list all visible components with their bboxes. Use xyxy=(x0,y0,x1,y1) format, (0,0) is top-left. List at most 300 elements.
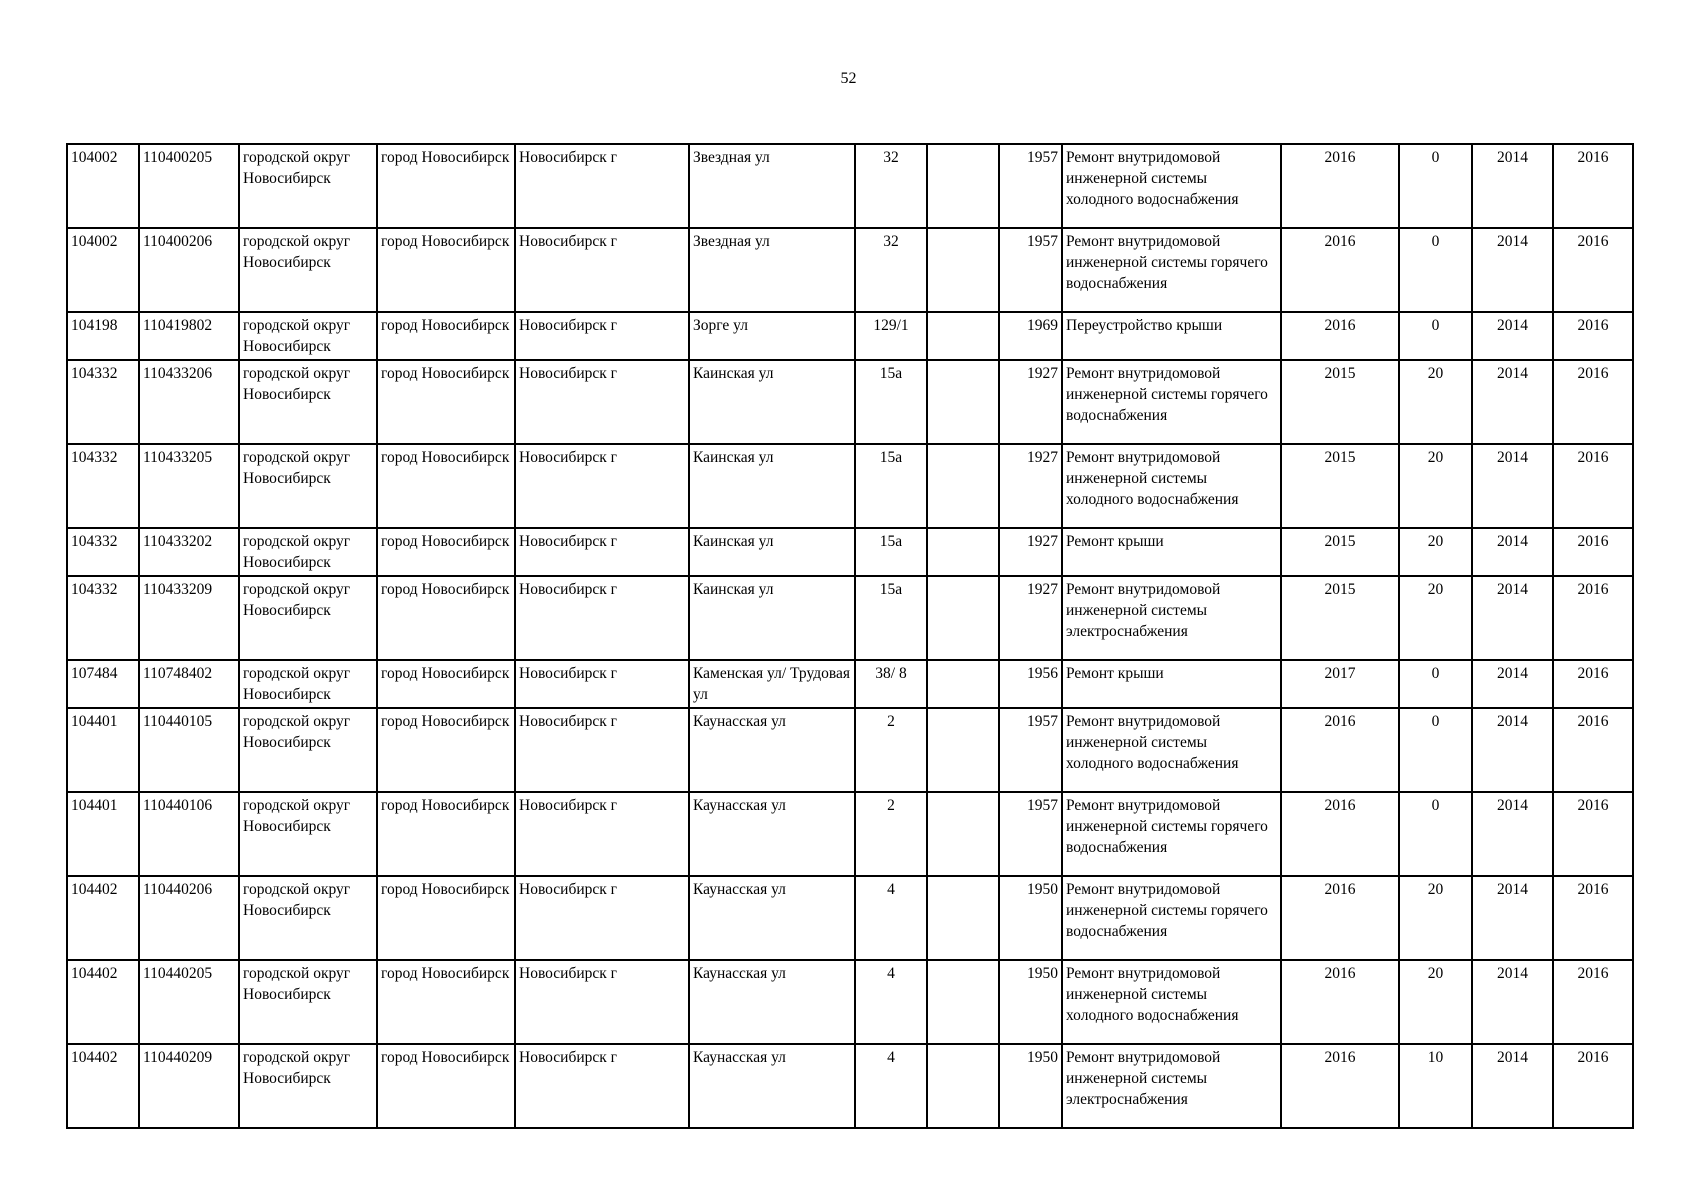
house-id-cell-text: 104401 xyxy=(71,797,118,814)
street-cell xyxy=(689,1044,855,1128)
street-cell xyxy=(689,444,855,528)
locality-cell xyxy=(515,360,689,444)
wear-percent-cell-text: 20 xyxy=(1427,449,1444,466)
street-cell-text: Каунасская ул xyxy=(693,797,786,814)
house-id-cell-text: 104332 xyxy=(71,533,118,550)
locality-cell-text: Новосибирск г xyxy=(519,797,618,814)
locality-cell-text: Новосибирск г xyxy=(519,713,618,730)
build-year-cell xyxy=(999,792,1062,876)
locality-cell-text: Новосибирск г xyxy=(519,1049,618,1066)
period-start-cell xyxy=(1472,228,1553,312)
municipality-cell xyxy=(377,360,515,444)
planned-year-cell xyxy=(1281,444,1399,528)
table-row xyxy=(67,1044,1633,1128)
planned-year-cell-text: 2016 xyxy=(1324,233,1356,250)
build-year-cell-text: 1927 xyxy=(1027,365,1058,382)
work-id-cell xyxy=(139,144,239,228)
street-cell xyxy=(689,792,855,876)
house-number-cell xyxy=(855,228,927,312)
district-cell-text: городской округ Новосибирск xyxy=(243,317,351,355)
repair-register-table xyxy=(66,143,1634,1129)
locality-cell xyxy=(515,576,689,660)
planned-year-cell xyxy=(1281,792,1399,876)
work-type-cell-text: Ремонт внутридомовой инженерной системы холодного водоснабжения xyxy=(1066,713,1239,772)
house-id-cell xyxy=(67,876,139,960)
house-number-cell xyxy=(855,660,927,708)
street-cell-text: Каинская ул xyxy=(693,533,774,550)
wear-percent-cell xyxy=(1399,960,1472,1044)
street-cell xyxy=(689,660,855,708)
planned-year-cell-text: 2016 xyxy=(1324,1049,1356,1066)
period-end-cell-text: 2016 xyxy=(1577,665,1609,682)
planned-year-cell xyxy=(1281,708,1399,792)
table-row xyxy=(67,708,1633,792)
period-end-cell xyxy=(1553,660,1633,708)
locality-cell-text: Новосибирск г xyxy=(519,149,618,166)
work-type-cell-text: Ремонт внутридомовой инженерной системы горячего водоснабжения xyxy=(1066,365,1268,424)
period-start-cell-text: 2014 xyxy=(1497,665,1528,682)
table-row xyxy=(67,444,1633,528)
period-end-cell-text: 2016 xyxy=(1577,449,1609,466)
locality-cell-text: Новосибирск г xyxy=(519,233,618,250)
house-id-cell xyxy=(67,312,139,360)
build-year-cell xyxy=(999,312,1062,360)
work-id-cell xyxy=(139,576,239,660)
house-number-cell-text: 2 xyxy=(887,797,895,814)
house-number-cell-text: 4 xyxy=(887,965,895,982)
district-cell xyxy=(239,876,377,960)
street-cell-text: Каинская ул xyxy=(693,449,774,466)
work-id-cell-text: 110440209 xyxy=(143,1049,213,1066)
planned-year-cell xyxy=(1281,528,1399,576)
period-end-cell xyxy=(1553,528,1633,576)
building-cell xyxy=(927,660,999,708)
period-end-cell-text: 2016 xyxy=(1577,233,1609,250)
municipality-cell xyxy=(377,528,515,576)
district-cell xyxy=(239,360,377,444)
house-id-cell xyxy=(67,960,139,1044)
municipality-cell-text: город Новосибирск xyxy=(381,317,510,334)
work-type-cell-text: Ремонт внутридомовой инженерной системы электроснабжения xyxy=(1066,581,1221,640)
build-year-cell-text: 1927 xyxy=(1027,449,1058,466)
house-id-cell xyxy=(67,528,139,576)
period-start-cell-text: 2014 xyxy=(1497,149,1528,166)
planned-year-cell xyxy=(1281,576,1399,660)
period-end-cell xyxy=(1553,228,1633,312)
district-cell-text: городской округ Новосибирск xyxy=(243,233,351,271)
period-end-cell-text: 2016 xyxy=(1577,965,1609,982)
district-cell xyxy=(239,576,377,660)
district-cell xyxy=(239,660,377,708)
table-row xyxy=(67,792,1633,876)
work-id-cell-text: 110400206 xyxy=(143,233,213,250)
work-id-cell xyxy=(139,528,239,576)
district-cell-text: городской округ Новосибирск xyxy=(243,581,351,619)
work-id-cell xyxy=(139,312,239,360)
build-year-cell xyxy=(999,1044,1062,1128)
period-end-cell-text: 2016 xyxy=(1577,713,1609,730)
work-type-cell xyxy=(1062,528,1281,576)
build-year-cell xyxy=(999,576,1062,660)
locality-cell xyxy=(515,792,689,876)
street-cell xyxy=(689,876,855,960)
work-id-cell-text: 110433206 xyxy=(143,365,213,382)
street-cell xyxy=(689,960,855,1044)
house-number-cell-text: 15а xyxy=(879,533,903,550)
work-type-cell xyxy=(1062,960,1281,1044)
planned-year-cell xyxy=(1281,960,1399,1044)
work-type-cell xyxy=(1062,228,1281,312)
house-id-cell-text: 104401 xyxy=(71,713,118,730)
work-id-cell xyxy=(139,792,239,876)
wear-percent-cell-text: 20 xyxy=(1427,581,1444,598)
municipality-cell-text: город Новосибирск xyxy=(381,581,510,598)
municipality-cell-text: город Новосибирск xyxy=(381,149,510,166)
period-start-cell xyxy=(1472,312,1553,360)
municipality-cell xyxy=(377,444,515,528)
build-year-cell-text: 1957 xyxy=(1027,713,1058,730)
period-start-cell-text: 2014 xyxy=(1497,533,1528,550)
house-id-cell-text: 104002 xyxy=(71,149,118,166)
work-type-cell-text: Ремонт внутридомовой инженерной системы холодного водоснабжения xyxy=(1066,149,1239,208)
build-year-cell xyxy=(999,960,1062,1044)
municipality-cell-text: город Новосибирск xyxy=(381,233,510,250)
wear-percent-cell-text: 20 xyxy=(1427,365,1444,382)
district-cell-text: городской округ Новосибирск xyxy=(243,713,351,751)
work-id-cell-text: 110440105 xyxy=(143,713,213,730)
district-cell xyxy=(239,960,377,1044)
house-number-cell xyxy=(855,576,927,660)
house-number-cell xyxy=(855,1044,927,1128)
table-body xyxy=(67,144,1633,1128)
locality-cell-text: Новосибирск г xyxy=(519,665,618,682)
work-type-cell-text: Ремонт внутридомовой инженерной системы горячего водоснабжения xyxy=(1066,797,1268,856)
locality-cell xyxy=(515,960,689,1044)
planned-year-cell xyxy=(1281,144,1399,228)
build-year-cell-text: 1927 xyxy=(1027,533,1058,550)
period-start-cell-text: 2014 xyxy=(1497,965,1528,982)
period-end-cell-text: 2016 xyxy=(1577,881,1609,898)
period-end-cell xyxy=(1553,576,1633,660)
period-start-cell-text: 2014 xyxy=(1497,365,1528,382)
locality-cell xyxy=(515,144,689,228)
house-number-cell xyxy=(855,360,927,444)
house-number-cell-text: 4 xyxy=(887,1049,895,1066)
wear-percent-cell xyxy=(1399,312,1472,360)
street-cell xyxy=(689,708,855,792)
period-end-cell xyxy=(1553,312,1633,360)
period-start-cell-text: 2014 xyxy=(1497,797,1528,814)
locality-cell xyxy=(515,660,689,708)
locality-cell xyxy=(515,1044,689,1128)
planned-year-cell-text: 2016 xyxy=(1324,713,1356,730)
period-start-cell xyxy=(1472,444,1553,528)
house-id-cell-text: 104332 xyxy=(71,449,118,466)
period-start-cell-text: 2014 xyxy=(1497,713,1528,730)
building-cell xyxy=(927,144,999,228)
period-end-cell-text: 2016 xyxy=(1577,149,1609,166)
work-id-cell-text: 110433205 xyxy=(143,449,213,466)
table-row xyxy=(67,144,1633,228)
locality-cell-text: Новосибирск г xyxy=(519,965,618,982)
wear-percent-cell xyxy=(1399,444,1472,528)
planned-year-cell-text: 2016 xyxy=(1324,881,1356,898)
building-cell xyxy=(927,444,999,528)
build-year-cell xyxy=(999,444,1062,528)
street-cell-text: Звездная ул xyxy=(693,149,770,166)
municipality-cell xyxy=(377,792,515,876)
house-number-cell xyxy=(855,960,927,1044)
district-cell-text: городской округ Новосибирск xyxy=(243,365,351,403)
build-year-cell xyxy=(999,360,1062,444)
period-start-cell xyxy=(1472,876,1553,960)
wear-percent-cell-text: 0 xyxy=(1431,665,1440,682)
house-number-cell xyxy=(855,876,927,960)
build-year-cell xyxy=(999,708,1062,792)
build-year-cell-text: 1957 xyxy=(1027,233,1058,250)
period-start-cell-text: 2014 xyxy=(1497,449,1528,466)
house-id-cell-text: 104402 xyxy=(71,881,118,898)
municipality-cell xyxy=(377,660,515,708)
table-row xyxy=(67,960,1633,1044)
municipality-cell-text: город Новосибирск xyxy=(381,713,510,730)
locality-cell xyxy=(515,528,689,576)
wear-percent-cell xyxy=(1399,528,1472,576)
build-year-cell xyxy=(999,144,1062,228)
build-year-cell-text: 1969 xyxy=(1027,317,1058,334)
period-start-cell-text: 2014 xyxy=(1497,317,1528,334)
municipality-cell-text: город Новосибирск xyxy=(381,533,510,550)
work-type-cell-text: Ремонт внутридомовой инженерной системы холодного водоснабжения xyxy=(1066,965,1239,1024)
planned-year-cell xyxy=(1281,1044,1399,1128)
locality-cell-text: Новосибирск г xyxy=(519,881,618,898)
municipality-cell-text: город Новосибирск xyxy=(381,365,510,382)
work-type-cell xyxy=(1062,360,1281,444)
house-id-cell-text: 104198 xyxy=(71,317,118,334)
street-cell xyxy=(689,312,855,360)
district-cell-text: городской округ Новосибирск xyxy=(243,965,351,1003)
wear-percent-cell-text: 0 xyxy=(1431,317,1440,334)
district-cell xyxy=(239,528,377,576)
district-cell-text: городской округ Новосибирск xyxy=(243,797,351,835)
build-year-cell-text: 1957 xyxy=(1027,797,1058,814)
period-end-cell xyxy=(1553,144,1633,228)
municipality-cell xyxy=(377,960,515,1044)
house-number-cell-text: 32 xyxy=(883,233,899,250)
wear-percent-cell xyxy=(1399,228,1472,312)
house-id-cell xyxy=(67,708,139,792)
building-cell xyxy=(927,312,999,360)
planned-year-cell-text: 2015 xyxy=(1324,533,1356,550)
house-number-cell-text: 38/ 8 xyxy=(875,665,907,682)
house-id-cell xyxy=(67,576,139,660)
page-number: 52 xyxy=(840,70,857,87)
street-cell-text: Зорге ул xyxy=(693,317,748,334)
work-id-cell xyxy=(139,960,239,1044)
planned-year-cell xyxy=(1281,360,1399,444)
period-start-cell-text: 2014 xyxy=(1497,233,1528,250)
period-end-cell xyxy=(1553,876,1633,960)
build-year-cell-text: 1927 xyxy=(1027,581,1058,598)
work-id-cell-text: 110433202 xyxy=(143,533,213,550)
district-cell-text: городской округ Новосибирск xyxy=(243,665,351,703)
building-cell xyxy=(927,228,999,312)
period-end-cell xyxy=(1553,708,1633,792)
work-type-cell-text: Ремонт крыши xyxy=(1066,533,1164,550)
street-cell-text: Каунасская ул xyxy=(693,965,786,982)
wear-percent-cell-text: 20 xyxy=(1427,533,1444,550)
street-cell-text: Каинская ул xyxy=(693,365,774,382)
house-number-cell-text: 15а xyxy=(879,581,903,598)
work-type-cell-text: Переустройство крыши xyxy=(1066,317,1223,334)
house-number-cell xyxy=(855,528,927,576)
planned-year-cell xyxy=(1281,660,1399,708)
district-cell xyxy=(239,1044,377,1128)
period-end-cell xyxy=(1553,360,1633,444)
wear-percent-cell xyxy=(1399,360,1472,444)
wear-percent-cell-text: 20 xyxy=(1427,881,1444,898)
planned-year-cell-text: 2015 xyxy=(1324,581,1356,598)
street-cell xyxy=(689,576,855,660)
wear-percent-cell xyxy=(1399,708,1472,792)
build-year-cell-text: 1957 xyxy=(1027,149,1058,166)
work-type-cell xyxy=(1062,576,1281,660)
house-number-cell-text: 2 xyxy=(887,713,895,730)
wear-percent-cell xyxy=(1399,1044,1472,1128)
locality-cell-text: Новосибирск г xyxy=(519,449,618,466)
locality-cell xyxy=(515,228,689,312)
wear-percent-cell-text: 0 xyxy=(1431,149,1440,166)
planned-year-cell-text: 2017 xyxy=(1324,665,1356,682)
house-number-cell xyxy=(855,312,927,360)
wear-percent-cell-text: 0 xyxy=(1431,233,1440,250)
period-start-cell xyxy=(1472,1044,1553,1128)
work-id-cell xyxy=(139,876,239,960)
table-row xyxy=(67,660,1633,708)
locality-cell xyxy=(515,444,689,528)
street-cell-text: Каменская ул/ Трудовая ул xyxy=(693,665,850,703)
work-type-cell xyxy=(1062,660,1281,708)
period-end-cell-text: 2016 xyxy=(1577,533,1609,550)
work-id-cell-text: 110748402 xyxy=(143,665,213,682)
period-end-cell xyxy=(1553,444,1633,528)
build-year-cell xyxy=(999,660,1062,708)
period-start-cell-text: 2014 xyxy=(1497,581,1528,598)
district-cell xyxy=(239,144,377,228)
table-row xyxy=(67,576,1633,660)
street-cell-text: Каинская ул xyxy=(693,581,774,598)
wear-percent-cell-text: 0 xyxy=(1431,713,1440,730)
district-cell-text: городской округ Новосибирск xyxy=(243,149,351,187)
house-number-cell-text: 15а xyxy=(879,365,903,382)
build-year-cell-text: 1950 xyxy=(1027,965,1058,982)
house-id-cell-text: 104002 xyxy=(71,233,118,250)
work-id-cell-text: 110440206 xyxy=(143,881,213,898)
work-type-cell-text: Ремонт внутридомовой инженерной системы горячего водоснабжения xyxy=(1066,233,1268,292)
district-cell xyxy=(239,444,377,528)
district-cell xyxy=(239,708,377,792)
work-type-cell xyxy=(1062,1044,1281,1128)
municipality-cell xyxy=(377,708,515,792)
municipality-cell-text: город Новосибирск xyxy=(381,881,510,898)
table-row xyxy=(67,312,1633,360)
period-start-cell-text: 2014 xyxy=(1497,1049,1528,1066)
work-type-cell xyxy=(1062,144,1281,228)
municipality-cell-text: город Новосибирск xyxy=(381,1049,510,1066)
work-id-cell xyxy=(139,360,239,444)
municipality-cell xyxy=(377,1044,515,1128)
period-start-cell xyxy=(1472,360,1553,444)
work-type-cell xyxy=(1062,444,1281,528)
house-number-cell xyxy=(855,144,927,228)
locality-cell xyxy=(515,876,689,960)
municipality-cell-text: город Новосибирск xyxy=(381,797,510,814)
planned-year-cell-text: 2016 xyxy=(1324,317,1356,334)
build-year-cell-text: 1950 xyxy=(1027,1049,1058,1066)
work-id-cell-text: 110433209 xyxy=(143,581,213,598)
house-number-cell xyxy=(855,792,927,876)
building-cell xyxy=(927,708,999,792)
work-type-cell xyxy=(1062,312,1281,360)
municipality-cell-text: город Новосибирск xyxy=(381,449,510,466)
house-id-cell xyxy=(67,444,139,528)
period-start-cell xyxy=(1472,660,1553,708)
work-id-cell xyxy=(139,444,239,528)
period-start-cell xyxy=(1472,792,1553,876)
work-id-cell xyxy=(139,708,239,792)
municipality-cell xyxy=(377,228,515,312)
wear-percent-cell-text: 0 xyxy=(1431,797,1440,814)
building-cell xyxy=(927,528,999,576)
locality-cell-text: Новосибирск г xyxy=(519,533,618,550)
period-start-cell xyxy=(1472,528,1553,576)
period-end-cell-text: 2016 xyxy=(1577,581,1609,598)
house-id-cell-text: 104402 xyxy=(71,1049,118,1066)
period-end-cell xyxy=(1553,960,1633,1044)
building-cell xyxy=(927,792,999,876)
work-type-cell-text: Ремонт крыши xyxy=(1066,665,1164,682)
period-start-cell xyxy=(1472,144,1553,228)
house-id-cell-text: 104402 xyxy=(71,965,118,982)
table-row xyxy=(67,228,1633,312)
house-number-cell-text: 129/1 xyxy=(873,317,909,334)
building-cell xyxy=(927,876,999,960)
house-number-cell xyxy=(855,444,927,528)
period-end-cell-text: 2016 xyxy=(1577,797,1609,814)
house-number-cell-text: 15а xyxy=(879,449,903,466)
planned-year-cell-text: 2015 xyxy=(1324,449,1356,466)
wear-percent-cell xyxy=(1399,792,1472,876)
planned-year-cell xyxy=(1281,876,1399,960)
house-number-cell-text: 32 xyxy=(883,149,899,166)
wear-percent-cell xyxy=(1399,144,1472,228)
house-id-cell xyxy=(67,792,139,876)
work-type-cell-text: Ремонт внутридомовой инженерной системы электроснабжения xyxy=(1066,1049,1221,1108)
municipality-cell xyxy=(377,144,515,228)
district-cell xyxy=(239,792,377,876)
street-cell xyxy=(689,228,855,312)
wear-percent-cell-text: 20 xyxy=(1427,965,1444,982)
build-year-cell xyxy=(999,228,1062,312)
building-cell xyxy=(927,360,999,444)
period-start-cell xyxy=(1472,960,1553,1044)
table-row xyxy=(67,876,1633,960)
house-id-cell xyxy=(67,1044,139,1128)
locality-cell xyxy=(515,708,689,792)
planned-year-cell-text: 2016 xyxy=(1324,965,1356,982)
work-type-cell-text: Ремонт внутридомовой инженерной системы горячего водоснабжения xyxy=(1066,881,1268,940)
house-id-cell-text: 104332 xyxy=(71,365,118,382)
